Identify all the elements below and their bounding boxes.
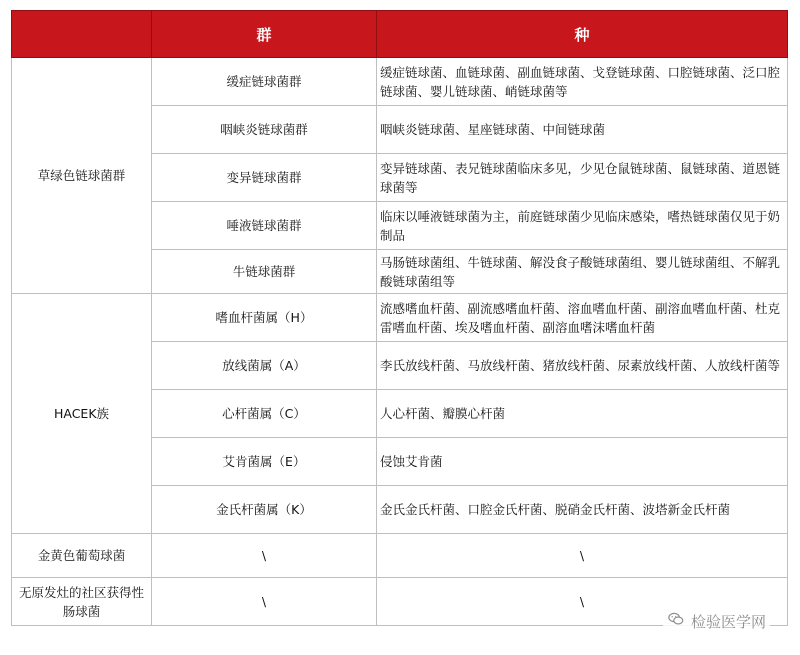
table-header <box>12 11 788 58</box>
species-cell: 咽峡炎链球菌、星座链球菌、中间链球菌 <box>377 106 788 154</box>
subgroup-cell: 变异链球菌群 <box>152 154 377 202</box>
species-cell: 缓症链球菌、血链球菌、副血链球菌、戈登链球菌、口腔链球菌、泛口腔链球菌、婴儿链球菌、峭链球菌等 <box>377 58 788 106</box>
group-entero: 无原发灶的社区获得性肠球菌 <box>12 578 152 626</box>
subgroup-cell: 嗜血杆菌属（H） <box>152 294 377 342</box>
header-empty-cell <box>12 11 152 58</box>
species-cell: 变异链球菌、表兄链球菌临床多见，少见仓鼠链球菌、鼠链球菌、道恩链球菌等 <box>377 154 788 202</box>
group-hacek: HACEK族 <box>12 294 152 534</box>
subgroup-cell: 艾肯菌属（E） <box>152 438 377 486</box>
watermark <box>663 610 770 632</box>
slash-cell: \ <box>152 534 377 578</box>
subgroup-cell: 咽峡炎链球菌群 <box>152 106 377 154</box>
table-row <box>12 58 788 106</box>
subgroup-cell: 放线菌属（A） <box>152 342 377 390</box>
group-viridans: 草绿色链球菌群 <box>12 58 152 294</box>
species-cell: 李氏放线杆菌、马放线杆菌、猪放线杆菌、尿素放线杆菌、人放线杆菌等 <box>377 342 788 390</box>
slash-cell: \ <box>377 534 788 578</box>
watermark-text: 检验医学网 <box>690 612 766 631</box>
wechat-icon <box>667 610 685 632</box>
subgroup-cell: 唾液链球菌群 <box>152 202 377 250</box>
subgroup-cell: 金氏杆菌属（K） <box>152 486 377 534</box>
group-staph: 金黄色葡萄球菌 <box>12 534 152 578</box>
subgroup-cell: 缓症链球菌群 <box>152 58 377 106</box>
table-row <box>12 294 788 342</box>
species-cell: 临床以唾液链球菌为主，前庭链球菌少见临床感染，嗜热链球菌仅见于奶制品 <box>377 202 788 250</box>
header-species: 种 <box>377 11 788 58</box>
bacteria-table <box>11 10 788 626</box>
species-cell: 人心杆菌、瓣膜心杆菌 <box>377 390 788 438</box>
table-row <box>12 534 788 578</box>
slash-cell: \ <box>377 578 788 626</box>
species-cell: 马肠链球菌组、牛链球菌、解没食子酸链球菌组、婴儿链球菌组、不解乳酸链球菌组等 <box>377 250 788 294</box>
species-cell: 侵蚀艾肯菌 <box>377 438 788 486</box>
header-group: 群 <box>152 11 377 58</box>
slash-cell: \ <box>152 578 377 626</box>
subgroup-cell: 心杆菌属（C） <box>152 390 377 438</box>
species-cell: 金氏金氏杆菌、口腔金氏杆菌、脱硝金氏杆菌、波塔新金氏杆菌 <box>377 486 788 534</box>
subgroup-cell: 牛链球菌群 <box>152 250 377 294</box>
species-cell: 流感嗜血杆菌、副流感嗜血杆菌、溶血嗜血杆菌、副溶血嗜血杆菌、杜克雷嗜血杆菌、埃及嗜血杆菌、副溶血嗜沫嗜血杆菌 <box>377 294 788 342</box>
